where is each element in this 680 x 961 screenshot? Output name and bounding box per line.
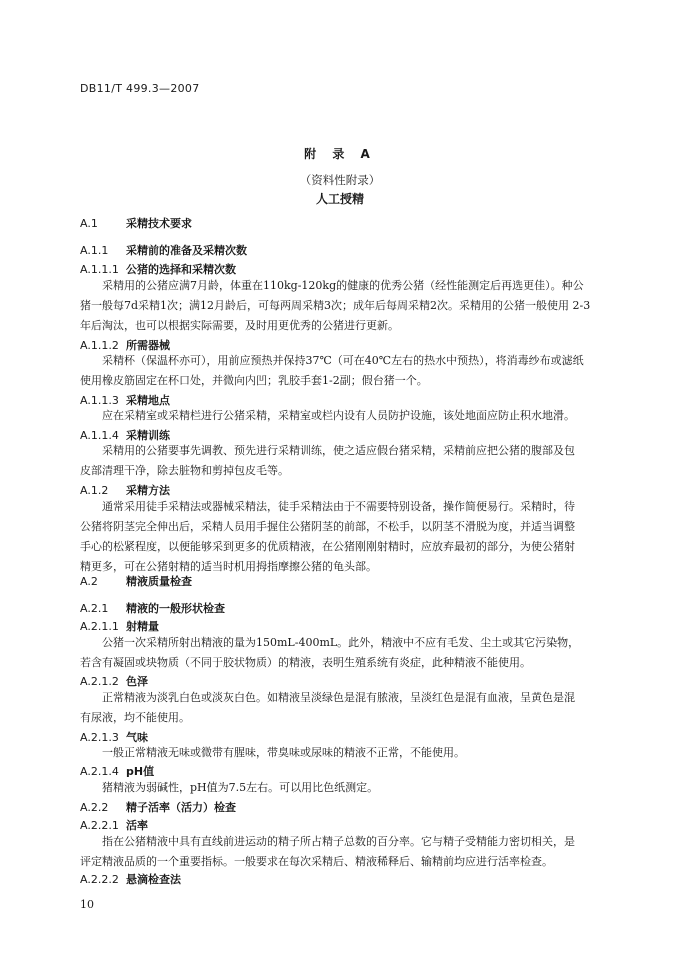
section-title: 采精前的准备及采精次数: [126, 244, 247, 257]
section-number: A.1.2: [80, 484, 109, 497]
section-title: 色泽: [126, 675, 148, 688]
section-title: 精子活率（活力）检查: [126, 801, 236, 814]
paragraph-a113: [80, 406, 618, 426]
paragraph-line: 有尿液，均不能使用。: [80, 711, 190, 724]
paragraph-a221: [80, 832, 618, 872]
paragraph-line: 手心的松紧程度，以便能够采到更多的优质精液，在公猪刚刚射精时，应放弃最初的部分，为使公猪射: [80, 540, 575, 553]
section-heading-a211: [80, 618, 159, 634]
section-title: 活率: [126, 819, 148, 832]
section-number: A.2.1.3: [80, 731, 119, 744]
paragraph-line: 一般正常精液无味或微带有腥味，带臭味或尿味的精液不正常，不能使用。: [102, 746, 465, 759]
paragraph-line: 通常采用徒手采精法或器械采精法，徒手采精法由于不需要特别设备，操作简便易行。采精时，待: [102, 500, 575, 513]
section-heading-a1: [80, 215, 192, 231]
paragraph-line: 采精用的公猪要事先调教、预先进行采精训练，使之适应假台猪采精，采精前应把公猪的腹部及包: [102, 444, 575, 457]
section-number: A.2.2.1: [80, 819, 119, 832]
appendix-label: 附 录 A: [304, 147, 376, 161]
paragraph-line: 公猪将阴茎完全伸出后，采精人员用手握住公猪阴茎的前部，不松手，以阴茎不滑脱为度，并适当调整: [80, 520, 575, 533]
section-number: A.2.2: [80, 801, 109, 814]
section-title: 公猪的选择和采精次数: [126, 263, 236, 276]
paragraph-line: 应在采精室或采精栏进行公猪采精，采精室或栏内设有人员防护设施，该处地面应防止积水地滑。: [102, 409, 575, 422]
section-heading-a212: [80, 673, 148, 689]
appendix-title: 人工授精: [315, 192, 364, 206]
section-heading-a222: [80, 871, 181, 887]
section-heading-a21: [80, 600, 225, 616]
section-number: A.2: [80, 575, 98, 588]
section-number: A.2.1.2: [80, 675, 119, 688]
paragraph-a12: [80, 497, 618, 577]
paragraph-a214: [80, 778, 618, 798]
section-number: A.1: [80, 217, 98, 230]
paragraph-line: 猪一般每7d采精1次；满12月龄后，可每两周采精3次；成年后每周采精2次。采精用的公猪一般使用 2-3: [80, 299, 591, 312]
paragraph-a112: [80, 351, 618, 391]
section-title: 采精训练: [126, 429, 170, 442]
section-title: 精液质量检查: [126, 575, 192, 588]
paragraph-line: 正常精液为淡乳白色或淡灰白色。如精液呈淡绿色是混有脓液，呈淡红色是混有血液，呈黄色是混: [102, 691, 575, 704]
paragraph-a213: [80, 743, 618, 763]
section-title: 精液的一般形状检查: [126, 602, 225, 615]
paragraph-line: 公猪一次采精所射出精液的量为150mL-400mL。此外，精液中不应有毛发、尘土或其它污染物，: [102, 636, 580, 649]
section-number: A.1.1: [80, 244, 109, 257]
section-heading-a12: [80, 482, 170, 498]
section-title: 采精地点: [126, 394, 170, 407]
paragraph-line: 采精杯（保温杯亦可），用前应预热并保持37℃（可在40℃左右的热水中预热），将消毒纱布或滤纸: [102, 354, 584, 367]
paragraph-line: 若含有凝固或块物质（不同于胶状物质）的精液，表明生殖系统有炎症，此种精液不能使用。: [80, 656, 531, 669]
paragraph-a111: [80, 276, 618, 336]
section-title: 射精量: [126, 620, 159, 633]
section-title: 采精技术要求: [126, 217, 192, 230]
section-title: pH值: [126, 765, 155, 778]
paragraph-line: 年后淘汰，也可以根据实际需要，及时用更优秀的公猪进行更新。: [80, 319, 399, 332]
paragraph-line: 皮部清理干净，除去脏物和剪掉包皮毛等。: [80, 464, 289, 477]
page-number: 10: [80, 898, 94, 911]
paragraph-line: 精更多，可在公猪射精的适当时机用拇指摩擦公猪的龟头部。: [80, 560, 377, 573]
section-number: A.1.1.3: [80, 394, 119, 407]
section-title: 气味: [126, 731, 148, 744]
section-number: A.2.1: [80, 602, 109, 615]
appendix-type: （资料性附录）: [299, 173, 381, 187]
section-heading-a11: [80, 242, 247, 258]
paragraph-line: 指在公猪精液中具有直线前进运动的精子所占精子总数的百分率。它与精子受精能力密切相关，是: [102, 835, 575, 848]
section-number: A.1.1.1: [80, 263, 119, 276]
section-number: A.1.1.4: [80, 429, 119, 442]
section-title: 悬滴检查法: [126, 873, 181, 886]
paragraph-line: 评定精液品质的一个重要指标。一般要求在每次采精后、精液稀释后、输精前均应进行活率检查。: [80, 855, 553, 868]
paragraph-line: 采精用的公猪应满7月龄，体重在110kg-120kg的健康的优秀公猪（经性能测定后再选更佳）。种公: [102, 279, 584, 292]
paragraph-a211: [80, 633, 618, 673]
section-heading-a22: [80, 799, 236, 815]
section-number: A.2.1.4: [80, 765, 119, 778]
paragraph-line: 使用橡皮筋固定在杯口处，并微向内凹；乳胶手套1-2副；假台猪一个。: [80, 374, 428, 387]
section-number: A.1.1.2: [80, 339, 119, 352]
section-heading-a214: [80, 763, 154, 779]
section-title: 所需器械: [126, 339, 170, 352]
paragraph-line: 猪精液为弱碱性，pH值为7.5左右。可以用比色纸测定。: [102, 781, 379, 794]
section-heading-a221: [80, 817, 148, 833]
paragraph-a114: [80, 441, 618, 481]
document-code: DB11/T 499.3—2007: [80, 82, 200, 95]
section-heading-a111: [80, 261, 236, 277]
section-number: A.2.2.2: [80, 873, 119, 886]
paragraph-a212: [80, 688, 618, 728]
section-number: A.2.1.1: [80, 620, 119, 633]
section-title: 采精方法: [126, 484, 170, 497]
section-heading-a2: [80, 573, 192, 589]
